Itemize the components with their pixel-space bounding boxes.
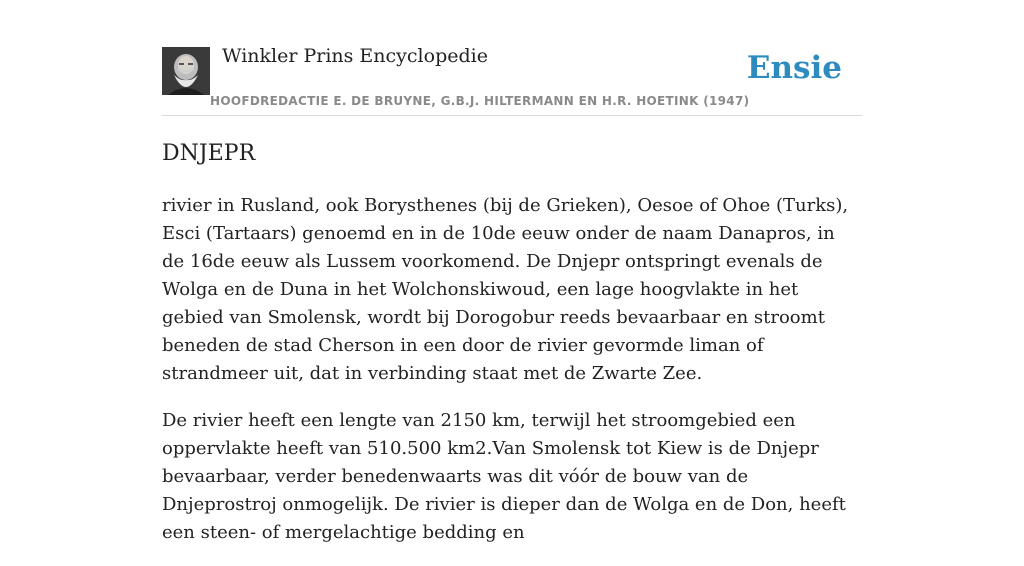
content-column	[162, 0, 862, 543]
editor-avatar-icon	[162, 47, 210, 95]
ensie-logo-link[interactable]: Ensie	[746, 50, 842, 86]
editors-credit: HOOFDREDACTIE E. DE BRUYNE, G.B.J. HILTERMANN EN H.R. HOETINK (1947)	[210, 94, 750, 108]
site-header	[162, 0, 862, 116]
entry-title: DNJEPR	[162, 141, 256, 166]
paragraph: De rivier heeft een lengte van 2150 km, terwijl het stroomgebied een oppervlakte heeft van 510.500 km2.Van Smolensk tot Kiew is de Dnjepr bevaarbaar, verder benedenwaarts was dit vóór de bouw van de Dnjeprostroj onmogelijk. De rivier is dieper dan de Wolga en de Don, heeft een steen- of mergelachtige bedding en	[162, 410, 846, 543]
entry-body	[162, 192, 862, 566]
site-title[interactable]: Winkler Prins Encyclopedie	[222, 45, 488, 67]
paragraph: rivier in Rusland, ook Borysthenes (bij de Grieken), Oesoe of Ohoe (Turks), Esci (Tartaars) genoemd en in de 10de eeuw onder de naam Danapros, in de 16de eeuw als Lussem voorkomend. De Dnjepr ontspringt evenals de Wolga en de Duna in het Wolchonskiwoud, een lage hoogvlakte in het gebied van Smolensk, wordt bij Dorogobur reeds bevaarbaar en stroomt beneden de stad Cherson in een door de rivier gevormde liman of strandmeer uit, dat in verbinding staat met de Zwarte Zee.	[162, 195, 849, 384]
